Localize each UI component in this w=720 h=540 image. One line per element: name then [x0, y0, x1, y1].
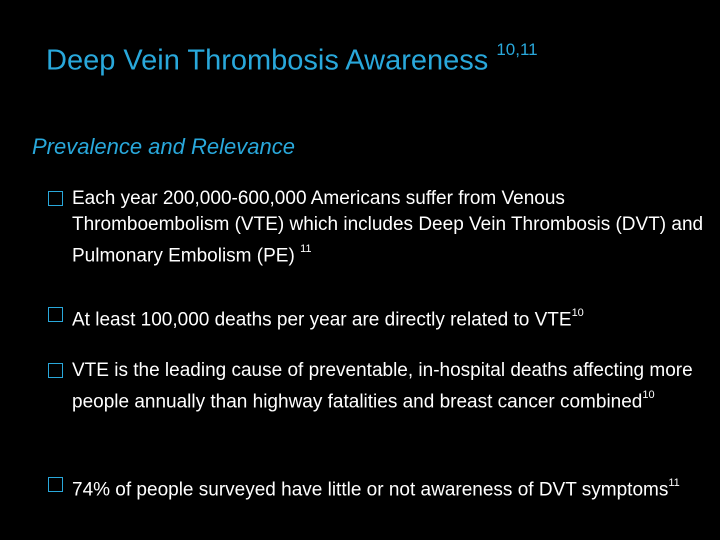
bullet-square-icon	[48, 307, 63, 322]
bullet-text-body: Each year 200,000-600,000 Americans suffer from Venous Thromboembolism (VTE) which includes Deep Vein Thrombosis (DVT) and Pulmonary Embolism (PE)	[72, 188, 704, 267]
bullet-square-icon	[48, 477, 63, 492]
bullet-square-icon	[48, 363, 63, 378]
bullet-reference: 10	[571, 307, 584, 319]
bullet-text	[72, 302, 708, 333]
bullet-text	[72, 472, 708, 503]
bullet-text	[72, 186, 708, 269]
slide-subtitle: Prevalence and Relevance	[32, 134, 295, 159]
title-reference: 10,11	[496, 40, 538, 59]
bullet-item	[48, 302, 708, 333]
slide-title	[46, 40, 538, 78]
bullet-item	[48, 186, 708, 269]
bullet-reference: 10	[642, 389, 655, 401]
bullet-item	[48, 358, 708, 415]
bullet-text-body: VTE is the leading cause of preventable, in-hospital deaths affecting more people annually than highway fatalities and breast cancer combined	[72, 360, 693, 413]
bullet-text-body: At least 100,000 deaths per year are directly related to VTE	[72, 309, 572, 331]
slide-title-text: Deep Vein Thrombosis Awareness	[46, 44, 489, 77]
bullet-item	[48, 472, 708, 503]
bullet-square-icon	[48, 191, 63, 206]
title-bar	[0, 0, 720, 112]
bullet-text-body: 74% of people surveyed have little or not awareness of DVT symptoms	[72, 479, 669, 501]
bullet-reference: 11	[668, 477, 680, 489]
bullet-text	[72, 358, 708, 415]
bullet-reference: 11	[300, 243, 312, 255]
